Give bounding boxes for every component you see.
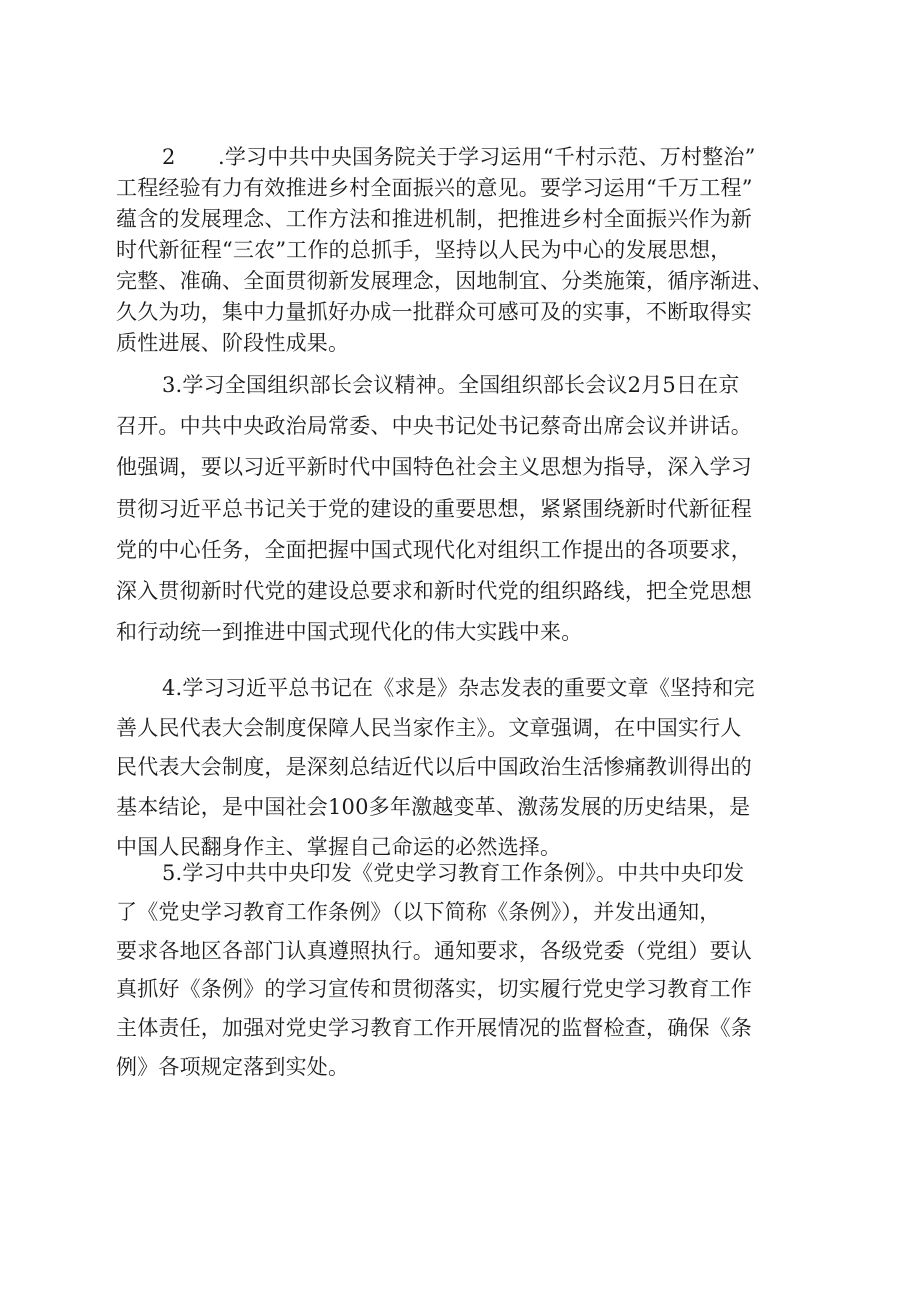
text-line: 贯彻习近平总书记关于党的建设的重要思想，紧紧围绕新时代新征程: [116, 496, 752, 521]
paragraph-item-4: [116, 669, 821, 868]
text-line: 民代表大会制度，是深刻总结近代以后中国政治生活惨痛教训得出的: [116, 755, 752, 780]
text-line: 深入贯彻新时代党的建设总要求和新时代党的组织路线，把全党思想: [116, 579, 752, 604]
text-line: 质性进展、阶段性成果。: [116, 331, 350, 355]
paragraph-item-3: [116, 365, 821, 653]
text-line: 党的中心任务，全面把握中国式现代化对组织工作提出的各项要求，: [116, 537, 752, 562]
text-line: 真抓好《条例》的学习宣传和贯彻落实，切实履行党史学习教育工作: [116, 977, 752, 1002]
text-line: 主体责任，加强对党史学习教育工作开展情况的监督检查，确保《条: [116, 1016, 752, 1041]
text-line: 例》各项规定落到实处。: [116, 1054, 350, 1079]
text-line: 完整、准确、全面贯彻新发展理念，因地制宜、分类施策，循序渐进、: [116, 269, 774, 293]
text-line: 了《党史学习教育工作条例》（以下简称《条例》），并发出通知，: [116, 899, 721, 924]
text-line: 5.学习中共中央印发《党史学习教育工作条例》。中共中央印发: [162, 861, 745, 885]
text-line: 2 .学习中共中央国务院关于学习运用“千村示范、万村整治”: [162, 145, 756, 169]
text-line: 召开。中共中央政治局常委、中央书记处书记蔡奇出席会议并讲话。: [116, 414, 752, 439]
text-line: 4.学习习近平总书记在《求是》杂志发表的重要文章《坚持和完: [162, 676, 755, 700]
text-line: 中国人民翻身作主、掌握自己命运的必然选择。: [116, 834, 562, 859]
text-line: 要求各地区各部门认真遵照执行。通知要求，各级党委（党组）要认: [116, 938, 752, 963]
text-line: 时代新征程“三农”工作的总抓手，坚持以人民为中心的发展思想，: [116, 238, 732, 262]
text-line: 他强调，要以习近平新时代中国特色社会主义思想为指导，深入学习: [116, 455, 752, 480]
text-line: 和行动统一到推进中国式现代化的伟大实践中来。: [116, 620, 583, 645]
text-line: 善人民代表大会制度保障人民当家作主》。文章强调，在中国实行人: [116, 715, 742, 740]
text-line: 久久为功，集中力量抓好办成一批群众可感可及的实事，不断取得实: [116, 300, 752, 324]
text-line: 基本结论，是中国社会100多年激越变革、激荡发展的历史结果，是: [116, 795, 751, 820]
text-line: 蕴含的发展理念、工作方法和推进机制，把推进乡村全面振兴作为新: [116, 207, 752, 231]
text-line: 3.学习全国组织部长会议精神。全国组织部长会议2月5日在京: [162, 373, 740, 397]
paragraph-item-5: [116, 854, 821, 1087]
text-line: 工程经验有力有效推进乡村全面振兴的意见。要学习运用“千万工程”: [116, 176, 753, 200]
paragraph-item-2: [116, 142, 821, 359]
